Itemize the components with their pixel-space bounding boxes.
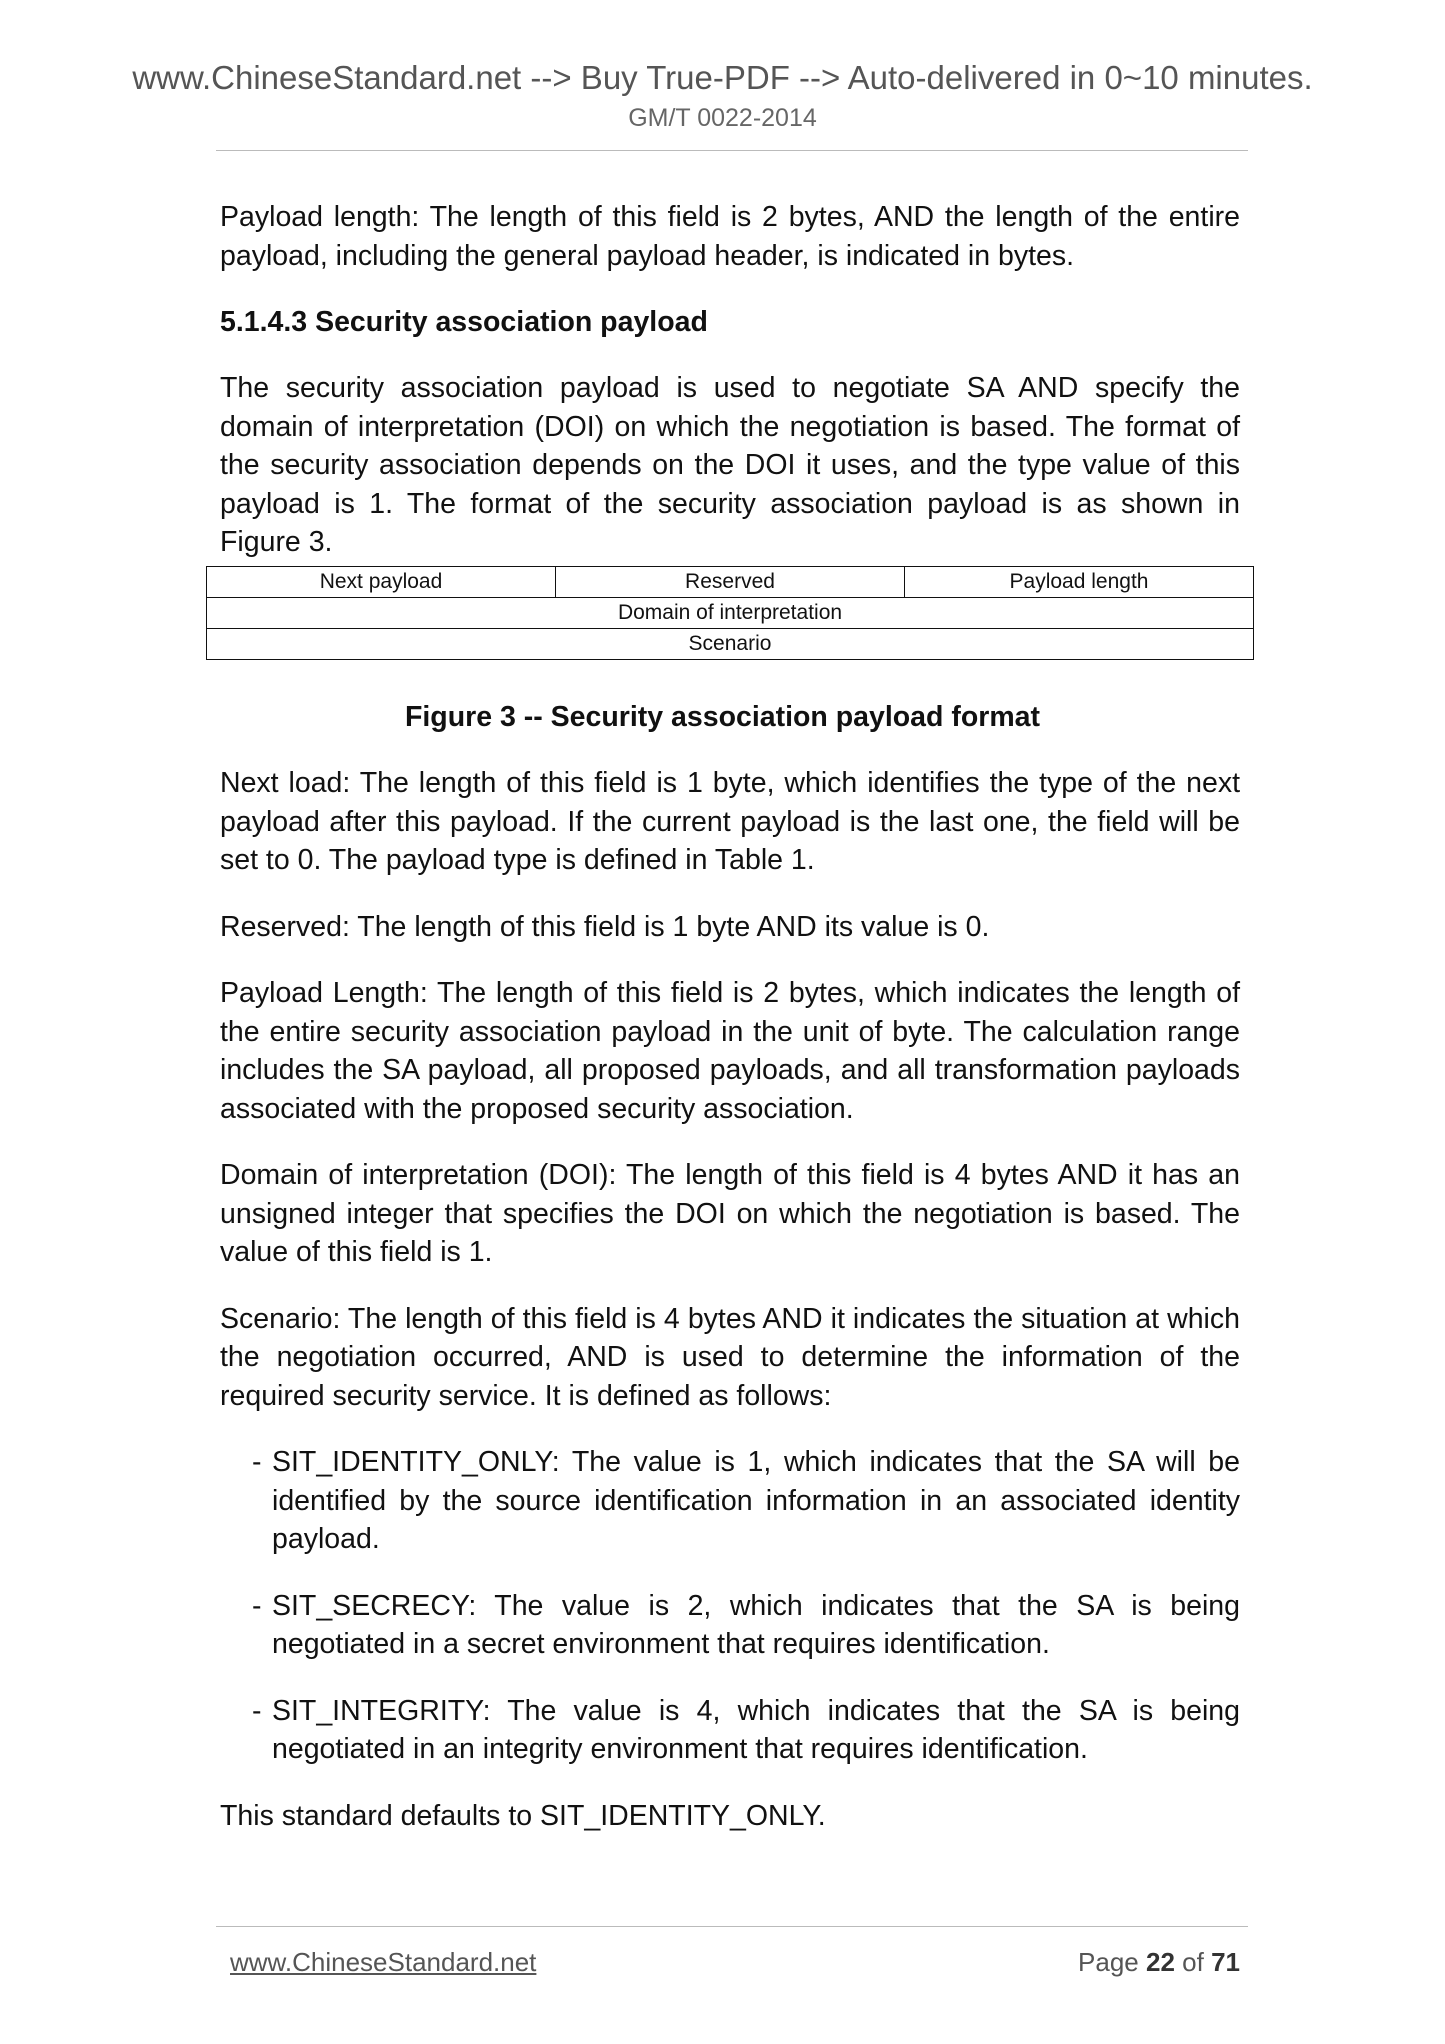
- payload-format-table: [206, 566, 1254, 660]
- header-divider: [216, 150, 1248, 151]
- page-label: Page: [1078, 1947, 1139, 1977]
- list-item-text: SIT_INTEGRITY: The value is 4, which indicates that the SA is being negotiated in an integrity environment that requires identification.: [272, 1694, 1240, 1765]
- header-banner: www.ChineseStandard.net --> Buy True-PDF --> Auto-delivered in 0~10 minutes.: [132, 59, 1313, 96]
- paragraph-doi: Domain of interpretation (DOI): The length of this field is 4 bytes AND it has an unsigned integer that specifies the DOI on which the negotiation is based. The value of this field is 1.: [220, 1159, 1240, 1268]
- cell-next-payload: Next payload: [207, 567, 556, 598]
- cell-domain-of-interpretation: Domain of interpretation: [207, 598, 1254, 629]
- list-dash: -: [252, 1589, 262, 1622]
- main-content: [220, 198, 1240, 562]
- list-item-text: SIT_SECRECY: The value is 2, which indicates that the SA is being negotiated in a secret environment that requires identification.: [272, 1589, 1240, 1660]
- page-total: 71: [1211, 1947, 1240, 1977]
- list-dash: -: [252, 1446, 262, 1478]
- footer-divider: [216, 1926, 1248, 1927]
- of-label: of: [1182, 1947, 1204, 1977]
- paragraph-next-load: Next load: The length of this field is 1 byte, which identifies the type of the next payload after this payload. If the current payload is the last one, the field will be set to 0. The payload type is defined in Table 1.: [220, 767, 1240, 876]
- paragraph-payload-length: Payload Length: The length of this field is 2 bytes, which indicates the length of the entire security association payload in the unit of byte. The calculation range includes the SA payload, all proposed payloads, and all transformation payloads associated with the proposed security association.: [220, 977, 1240, 1125]
- list-item: [220, 1587, 1240, 1664]
- list-item: [220, 1692, 1240, 1769]
- list-item: [220, 1443, 1240, 1559]
- closing-paragraph: This standard defaults to SIT_IDENTITY_ONLY.: [220, 1799, 826, 1832]
- cell-scenario: Scenario: [207, 629, 1254, 660]
- page-number: 22: [1146, 1947, 1175, 1977]
- list-dash: -: [252, 1694, 262, 1727]
- cell-payload-length: Payload length: [905, 567, 1254, 598]
- standard-code: GM/T 0022-2014: [628, 104, 817, 132]
- section-paragraph: The security association payload is used to negotiate SA AND specify the domain of interpretation (DOI) on which the negotiation is based. The format of the security association depends on the DOI it uses, and the type value of this payload is 1. The format of the security association payload is as shown in Figure 3.: [220, 372, 1240, 558]
- intro-paragraph: Payload length: The length of this field is 2 bytes, AND the length of the entire payload, including the general payload header, is indicated in bytes.: [220, 201, 1240, 272]
- page-indicator: [1078, 1946, 1240, 1978]
- paragraph-reserved: Reserved: The length of this field is 1 byte AND its value is 0.: [220, 910, 990, 943]
- paragraph-scenario: Scenario: The length of this field is 4 bytes AND it indicates the situation at which the negotiation occurred, AND is used to determine the information of the required security service. It is defined as follows:: [220, 1302, 1240, 1412]
- list-item-text: SIT_IDENTITY_ONLY: The value is 1, which indicates that the SA will be identified by the source identification information in an associated identity payload.: [272, 1446, 1240, 1555]
- footer-site-link[interactable]: www.ChineseStandard.net: [230, 1947, 537, 1977]
- figure-caption: Figure 3 -- Security association payload format: [404, 701, 1041, 733]
- field-descriptions: [220, 764, 1240, 1835]
- cell-reserved: Reserved: [556, 567, 905, 598]
- section-heading: 5.1.4.3 Security association payload: [220, 306, 708, 338]
